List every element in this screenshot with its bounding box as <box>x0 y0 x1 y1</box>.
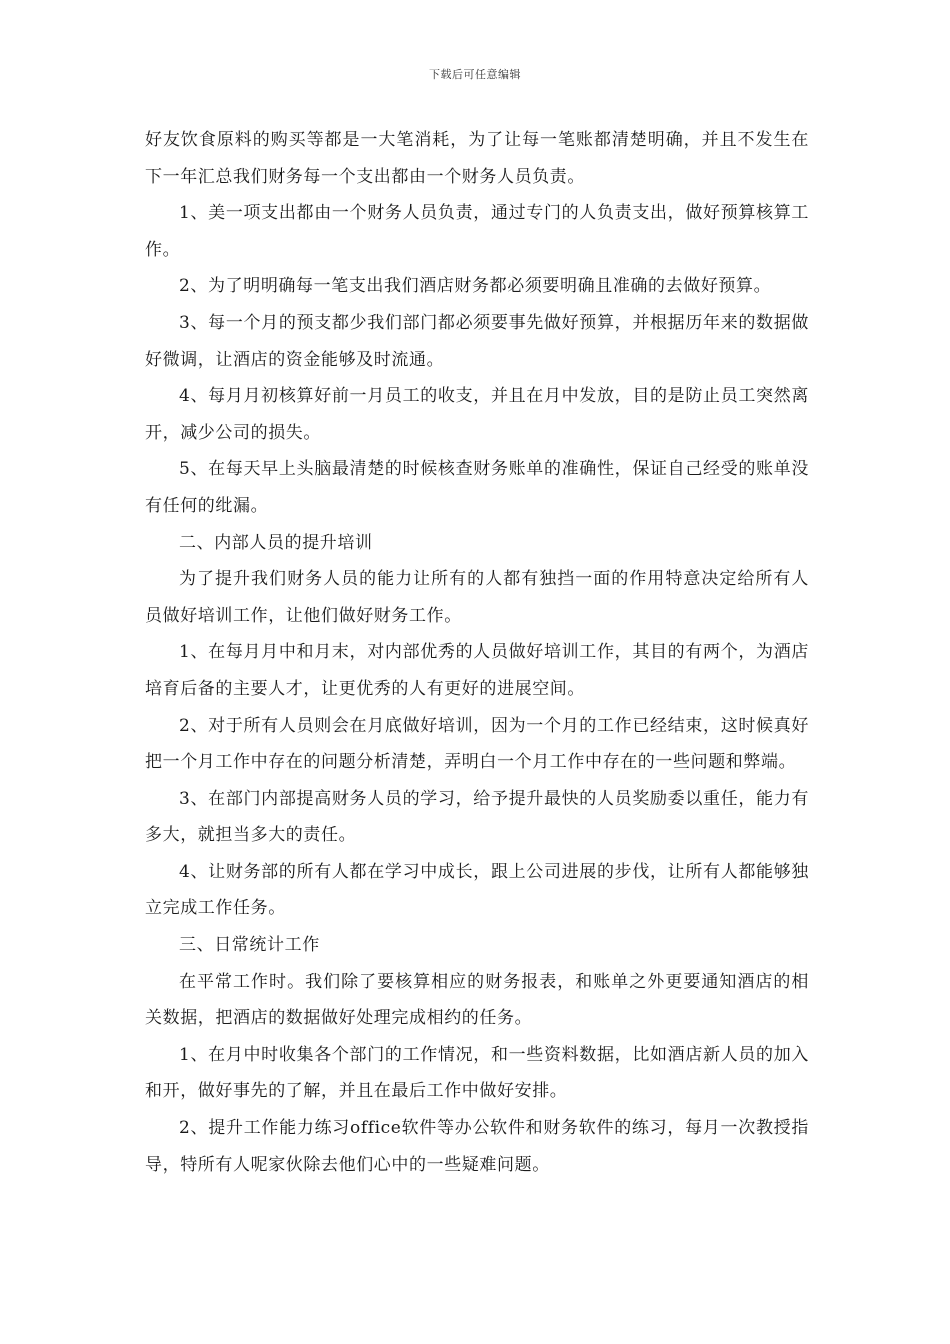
paragraph: 4、每月月初核算好前一月员工的收支，并且在月中发放，目的是防止员工突然离开，减少公司的损失。 <box>145 386 809 443</box>
paragraph: 1、在每月月中和月末，对内部优秀的人员做好培训工作，其目的有两个，为酒店培育后备的主要人才，让更优秀的人有更好的进展空间。 <box>145 642 809 699</box>
paragraph: 在平常工作时。我们除了要核算相应的财务报表，和账单之外更要通知酒店的相关数据，把酒店的数据做好处理完成相约的任务。 <box>145 971 809 1029</box>
paragraph: 5、在每天早上头脑最清楚的时候核查财务账单的准确性，保证自己经受的账单没有任何的纰漏。 <box>145 459 809 516</box>
paragraph: 好友饮食原料的购买等都是一大笔消耗，为了让每一笔账都清楚明确，并且不发生在下一年汇总我们财务每一个支出都由一个财务人员负责。 <box>145 130 809 187</box>
paragraph: 4、让财务部的所有人都在学习中成长，跟上公司进展的步伐，让所有人都能够独立完成工作任务。 <box>145 861 809 919</box>
paragraph: 为了提升我们财务人员的能力让所有的人都有独挡一面的作用特意决定给所有人员做好培训工作，让他们做好财务工作。 <box>145 569 809 626</box>
page-header-note: 下载后可任意编辑 <box>429 68 521 81</box>
paragraph: 1、在月中时收集各个部门的工作情况，和一些资料数据，比如酒店新人员的加入和开，做好事先的了解，并且在最后工作中做好安排。 <box>145 1044 809 1102</box>
paragraph: 2、提升工作能力练习office软件等办公软件和财务软件的练习，每月一次教授指导，特所有人呢家伙除去他们心中的一些疑难问题。 <box>145 1118 809 1175</box>
paragraph: 2、为了明明确每一笔支出我们酒店财务都必须要明确且准确的去做好预算。 <box>179 276 772 297</box>
paragraph: 2、对于所有人员则会在月底做好培训，因为一个月的工作已经结束，这时候真好把一个月工作中存在的问题分析清楚，弄明白一个月工作中存在的一些问题和弊端。 <box>145 715 809 773</box>
document-body <box>145 122 809 1183</box>
paragraph: 3、每一个月的预支都少我们部门都必须要事先做好预算，并根据历年来的数据做好微调，让酒店的资金能够及时流通。 <box>145 312 809 370</box>
paragraph: 三、日常统计工作 <box>179 935 320 956</box>
paragraph: 1、美一项支出都由一个财务人员负责，通过专门的人负责支出，做好预算核算工作。 <box>145 203 809 260</box>
paragraph: 二、内部人员的提升培训 <box>179 532 373 553</box>
paragraph: 3、在部门内部提高财务人员的学习，给予提升最快的人员奖励委以重任，能力有多大，就担当多大的责任。 <box>145 788 809 846</box>
